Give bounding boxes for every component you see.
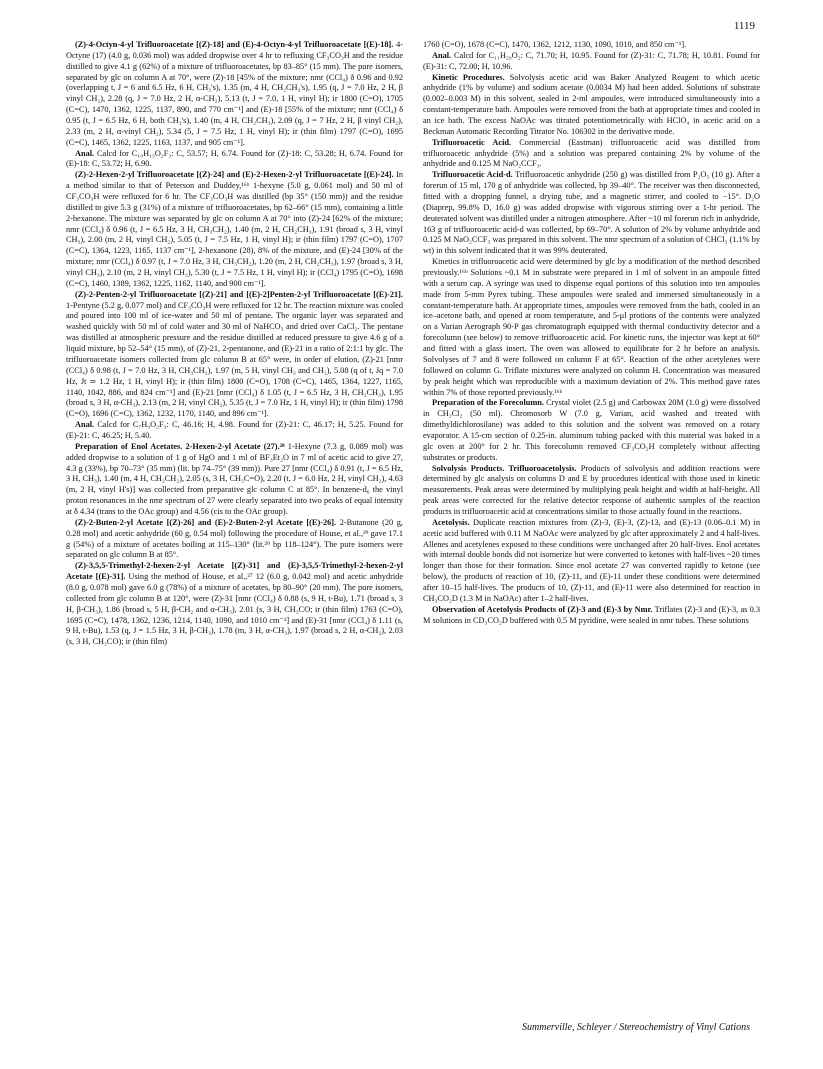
page-number: 1119 [733, 20, 755, 32]
paragraph-heading: Solvolysis Products. Trifluoroacetolysis. [432, 463, 577, 473]
paragraph-text: Solvolysis acetic acid was Baker Analyzed Reagent to which acetic anhydride (1% by volume) and sodium acetate (0.0034 M) had been added. Solutions of substrate (0.002–0.003 M) in this solvent, sealed in 2-ml ampoules, were introduced simultaneously into a constant-temperature bath. Ampoules were removed from the bath at appropriate times and cooled in an ice bath. The excess NaOAc was titrated potentiometrically with HClO₄ in acetic acid on a Beckman Automatic Recording Titrator No. 106302 in the derivative mode. [423, 72, 760, 136]
paragraph [423, 138, 760, 171]
paragraph-text: Commercial (Eastman) trifluoroacetic acid was distilled from trifluoroacetic anhydride (5%) and a solution was prepared containing 2% by volume of the anhydride and 0.125 M NaO₂CCF₃. [423, 137, 760, 169]
paragraph-text: 1-Pentyne (5.2 g, 0.077 mol) and CF₃CO₃H were refluxed for 12 hr. The reaction mixture was cooled and poured into 100 ml of ice-water and 50 ml of pentane. The organic layer was separated and washed quickly with 50 ml of cold water and 30 ml of NaHCO₃ and dried over CaCl₂. The pentane was distilled at atmospheric pressure and the residue distilled at reduced pressure to give 4.6 g of a liquid mixture, bp 52–54° (15 mm), of (Z)-21, 2-pentanone, and (E)-21 in a ratio of 2:1:1 by glc. The trifluoroacetate isomers collected from glc column B at 65° were, in order of elution, (Z)-21 [nmr (CCl₄) δ 0.98 (t, J = 7.0 Hz, 3 H, CH₃CH₂), 1.97 (m, 5 H, vinyl CH₃ and CH₂), 5.08 (q of t, Jq = 7.0 Hz, Jt ≃ 1.2 Hz, 1 H, vinyl H); ir (thin film) 1800 (C=O), 1708 (C=C), 1465, 1364, 1227, 1165, 1140, 1042, 886, and 824 cm⁻¹] and (E)-21 [nmr (CCl₄) δ 1.05 (t, J = 6.5 Hz, 3 H, CH₂CH₃), 1.95 (broad s, 3 H, α-CH₃), 2.13 (m, 2 H, vinyl CH₂), 5.35 (t, J = 7.0 Hz, 1 H, vinyl H); ir (thin film) 1798 (C=O), 1696 (C=C), 1362, 1232, 1170, 1140, and 896 cm⁻¹]. [66, 300, 403, 419]
paragraph [423, 605, 760, 627]
paragraph-text: Triflates (Z)-3 and (E)-3, as 0.3 M solutions in CD₃CO₂D buffered with 0.5 M pyridine, were sealed in nmr tubes. These solutions [423, 604, 760, 625]
paragraph [66, 561, 403, 648]
paragraph-text: Calcd for C₁₀H₁₅O₂F₃: C, 53.57; H, 6.74. Found for (Z)-18: C, 53.28; H, 6.74. Found for (E)-18: C, 53.72; H, 6.90. [66, 148, 403, 169]
paragraph-text: 4-Octyne (17) (4.0 g, 0.036 mol) was added dropwise over 4 hr to refluxing CF₃CO₃H and the residue distilled to give 4.1 g (62%) of a mixture of trifluoroacetates, bp 83–85° (15 mm). The pure isomers, separated by glc on column A at 70°, were (Z)-18 [45% of the mixture; nmr (CCl₄) δ 0.96 and 0.92 (overlapping t, J = 6 and 6.5 Hz, 6 H, CH₃'s), 1.35 (m, 4 H, CH₂CH₃'s), 1.95 (q, J = 7.0 Hz, 2 H, β vinyl CH₂), 2.28 (q, J = 7.0 Hz, 2 H, α-CH₂), 5.13 (t, J = 7.0, 1 H, vinyl H); ir 1800 (C=O), 1705 (C=C), 1470, 1362, 1225, 1137, 890, and 770 cm⁻¹] and (E)-18 [55% of the mixture; nmr (CCl₄) δ 0.95 (t, J = 6.5 Hz, 6 H, both CH₃'s), 1.40 (m, 4 H, CH₂CH₃), 2.09 (q, J = 7 Hz, 2 H, β vinyl CH₂), 2.33 (m, 2 H, α-vinyl CH₂), 5.34 (5, J = 7.5 Hz, 1 H, vinyl H); ir (thin film) 1797 (C=O), 1695 (C=C), 1465, 1362, 1225, 1163, 1137, and 905 cm⁻¹]. [66, 40, 403, 147]
paragraph [66, 518, 403, 561]
paragraph [423, 40, 760, 51]
left-column [66, 40, 403, 995]
paragraph-heading: (Z)-4-Octyn-4-yl Trifluoroacetate [(Z)-18] and (E)-4-Octyn-4-yl Trifluoroacetate [(E)-18]. [75, 40, 394, 49]
paragraph-text: 1760 (C=O), 1678 (C=C), 1470, 1362, 1212, 1130, 1090, 1010, and 850 cm⁻¹]. [423, 40, 687, 49]
paragraph-text: 2-Butanone (20 g, 0.28 mol) and acetic anhydride (60 g, 0.54 mol) following the procedure of House, et al.,²⁹ gave 17.1 g (54%) of a mixture of acetates boiling at 115–130° (lit.²⁹ bp 118–124°). The pure isomers were separated on glc column B at 85°. [66, 517, 403, 560]
paragraph-heading: Anal. [432, 50, 452, 60]
paragraph-heading: Anal. [75, 420, 95, 430]
paragraph [66, 420, 403, 442]
paragraph [423, 170, 760, 257]
paragraph-heading: Anal. [75, 148, 95, 158]
paragraph-heading: Preparation of the Forecolumn. [432, 398, 544, 408]
paragraph-heading: Kinetic Procedures. [432, 72, 505, 82]
paragraph-text: 1-Hexyne (7.3 g, 0.089 mol) was added dropwise to a solution of 1 g of HgO and 1 ml of BF₃Et₂O in 7 ml of acetic acid to give 27, 4.3 g (33%), bp 70–73° (35 mm) (lit. bp 74–75° (39 mm)). Pure 27 [nmr (CCl₄) δ 0.91 (t, J = 6.5 Hz, 3 H, CH₃), 1.40 (m, 4 H, CH₂CH₂), 2.05 (s, 3 H, CH₃C=O), 2.20 (t, J = 6.0 Hz, 2 H, vinyl CH₂), 4.63 (m, 2 H, vinyl H's)] was collected from preparative glc column C at 85°. In benzene-d₆ the vinyl proton resonances in the nmr spectrum of 27 were clearly separated into two peaks of equal intensity at δ 4.34 (trans to the OAc group) and 4.56 (cis to the OAc group). [66, 441, 403, 516]
right-column [423, 40, 760, 995]
paragraph-text: Calcd for C₁₁H₂₀O₂: C, 71.70; H, 10.95. Found for (Z)-31: C, 71.78; H, 10.81. Found for (E)-31: C, 72.00; H, 10.96. [423, 50, 760, 71]
paragraph [66, 290, 403, 420]
paragraph-text: Kinetics in trifluoroacetic acid were determined by glc by a modification of the method described previously.¹⁶ᵇ Solutions ~0.1 M in substrate were prepared in 1 ml of solvent in an ampoule fitted with a serum cap. A syringe was used to dispense equal portions of this solution into ten ampoules made from 5-mm Pyrex tubing. These ampoules were sealed and immersed simultaneously in a constant-temperature bath. At appropriate times, ampoules were removed from the bath, cooled in an ice–acetone bath, and opened at room temperature, and 5-μl protions of the contents were analyzed on a Varian Aerograph 90-P gas chromatograph equipped with thermal conductivity detector and a forecolumn (see below) to remove trifluoroacetic acid. For kinetic runs, the injector was kept at 60° and fitted with a glass insert. The oven was allowed to equilibrate for 2 hr before an analysis. Solvolyses of 7 and 8 were followed on column F at 65°. Reaction of the other acetylenes were followed on column G. Triflate mixtures were analyzed on column H. Concentration was measured by peak height which was reproducible with a maximum deviation of 2%. This method gave rates within 7% of those reported previously.¹⁶ᵇ [423, 257, 760, 397]
paragraph-text: In a method similar to that of Peterson and Duddey,¹⁶ᵇ 1-hexyne (5.0 g, 0.061 mol) and 50 ml of CF₃CO₃H were refluxed for 6 hr. The CF₃CO₃H was distilled (bp 35° (150 mm)) and the residue distilled to give 5.3 g (31%) of a mixture of trifluoroacetates, bp 62–66° (15 mm), containing a little 2-hexanone. The mixture was separated by glc on column A at 70° into (Z)-24 [62% of the mixture; nmr (CCl₄) δ 0.96 (t, J = 6.5 Hz, 3 H, CH₃CH₂), 1.40 (m, 2 H, CH₂CH₃), 1.91 (broad s, 3 H, vinyl CH₃), 2.00 (m, 2 H, vinyl CH₂), 5.05 (t, J = 7.5 Hz, 1 H, vinyl H); ir (thin film) 1797 (C=O), 1707 (C=C), 1364, 1223, 1165, 1137 cm⁻¹], 2-hexanone (28), 8% of the mixture, and (E)-24 [30% of the mixture; nmr (CCl₄) δ 0.97 (t, J = 7.0 Hz, 3 H, CH₃CH₂), 1.20 (m, 2 H, CH₂CH₃), 1.97 (broad s, 3 H, vinyl CH₃), 2.10 (m, 2 H, vinyl CH₂), 5.30 (t, J = 7.5 Hz, 1 H, vinyl H); ir (CCl₄) 1795 (C=O), 1698 (C=C), 1460, 1389, 1362, 1225, 1162, 1140, and 900 cm⁻¹]. [66, 170, 403, 288]
paragraph [66, 40, 403, 149]
paragraph [423, 73, 760, 138]
paragraph-text: Duplicate reaction mixtures from (Z)-3, (E)-3, (Z)-13, and (E)-13 (0.06–0.1 M) in acetic acid buffered with 0.11 M NaOAc were analyzed by glc after approximately 2 and 4 half-lives. Allenes and acetylenes exposed to these conditions were unchanged after 20 half-lives. Enol acetates with internal double bonds did not isomerize but were converted to ketones with half-lives ~20 times longer than those for their formation. Since enol acetate 27 was converted rapidly to ketone (see below), the products of reaction of 10, (Z)-11, and (E)-11 under these conditions were determined after 10–15 half-lives. The products of 10, (Z)-11, and (E)-11 were also determined for reaction in CH₃CO₂D (1.3 M in NaOAc) after 1–2 half-lives. [423, 517, 760, 603]
paragraph-heading: (Z)-2-Penten-2-yl Trifluoroacetate [(Z)-21] and [(E)-2]Penten-2-yl Trifluoroacetate [(E)-21]. [75, 289, 403, 299]
paragraph [423, 518, 760, 605]
paragraph [423, 464, 760, 518]
paragraph [423, 257, 760, 398]
paragraph [423, 398, 760, 463]
paragraph-heading: (Z)-2-Hexen-2-yl Trifluoroacetate [(Z)-24] and (E)-2-Hexen-2-yl Trifluoroacetate [(E)-24]. [75, 170, 394, 180]
paragraph-heading: (Z)-2-Buten-2-yl Acetate [(Z)-26] and (E)-2-Buten-2-yl Acetate [(E)-26]. [75, 517, 337, 527]
paragraph [66, 170, 403, 289]
paragraph-heading: Observation of Acetolysis Products of (Z)-3 and (E)-3 by Nmr. [432, 604, 653, 614]
paragraph-heading: Trifluoroacetic Acid. [432, 137, 512, 147]
paragraph-heading: Preparation of Enol Acetates. 2-Hexen-2-yl Acetate (27).²⁸ [75, 441, 285, 451]
paragraph-heading: (Z)-3,5,5-Trimethyl-2-hexen-2-yl Acetate [(Z)-31] and (E)-3,5,5-Trimethyl-2-hexen-2-yl Acetate [(E)-31]. [66, 561, 403, 582]
paragraph-text: Using the method of House, et al.,²⁷ 12 (6.0 g, 0.042 mol) and acetic anhydride (8.0 g, 0.078 mol) gave 6.0 g (78%) of a mixture of acetates, bp 80–90° (20 mm). The pure isomers, collected from glc column B at 120°, were (Z)-31 [nmr (CCl₄) δ 0.88 (s, 9 H, t-Bu), 1.71 (broad s, 3 H, β-CH₃), 1.86 (broad s, 5 H, β-CH₂ and α-CH₃), 2.01 (s, 3 H, CH₃CO; ir (thin film) 1763 (C=O), 1695 (C=C), 1478, 1362, 1236, 1214, 1140, 1090, and 1010 cm⁻¹] and (E)-31 [nmr (CCl₄) δ 1.11 (s, 9 H, t-Bu), 1.53 (q, J = 1.5 Hz, 3 H, β-CH₃), 1.78 (m, 3 H, α-CH₃), 1.97 (broad s, 2 H, α-CH₂), 2.03 (s, 3 H, CH₃CO); ir (thin film) [66, 572, 403, 647]
paragraph [66, 149, 403, 171]
paragraph-heading: Acetolysis. [432, 517, 470, 527]
paragraph-text: Crystal violet (2.5 g) and Carbowax 20M (1.0 g) were dissolved in CH₂Cl₂ (50 ml). Chromosorb W (7.0 g, Varian, acid washed and treated with dimethyldichlorosilane) was added to this solution and the solvent was removed on a rotary evaporator. A 15-cm section of 0.25-in. aluminum tubing packed with this material was baked in a glc oven at 200° for 2 hr. This forecolumn removed CF₃CO₂H completely without affecting substrates or products. [423, 398, 760, 462]
paragraph [423, 51, 760, 73]
running-footer: Summerville, Schleyer / Stereochemistry of Vinyl Cations [522, 1022, 750, 1033]
body-columns [66, 40, 760, 995]
paragraph-heading: Trifluoroacetic Acid-d. [432, 170, 513, 180]
paragraph [66, 442, 403, 518]
paragraph-text: Calcd for C₇H₉O₂F₃: C, 46.16; H, 4.98. Found for (Z)-21: C, 46.17; H, 5.25. Found for (E)-21: C, 46.25; H, 5.40. [66, 420, 403, 440]
paragraph-text: Products of solvolysis and addition reactions were determined by glc analysis on columns D and E by procedures identical with those used in kinetic measurements. Peak areas were determined by multiplying peak height and width at half-height. All peak areas were corrected for the relative detector response of authentic samples of the reaction products in trifluoroacetic acid at concentrations similar to those actually found in the reactions. [423, 463, 760, 516]
paragraph-text: Trifluoroacetic anhydride (250 g) was distilled from P₂O₅ (10 g). After a forerun of 15 ml, 170 g of anhydride was collected, bp 39–40°. The receiver was then disconnected, fitted with a dropping funnel, a drying tube, and a magnetic stirrer, and cooled to −15°. D₂O (Diaprep, 99.8% D, 16.0 g) was added dropwise with vigorous stirring over a 1-hr period. The deuterated solvent was distilled under a nitrogen atmosphere. After ~10 ml forerun rich in anhydride, 163 g of trifluoroacetic acid-d was collected, bp 69–70°. A solution of 2% by volume anhydride and 0.125 M NaO₂CCF₃ was prepared in this solvent. The nmr spectrum of a solution of CHCl₃ (1.1% by wt) in this solvent indicated that it was 99% deuterated. [423, 170, 760, 256]
